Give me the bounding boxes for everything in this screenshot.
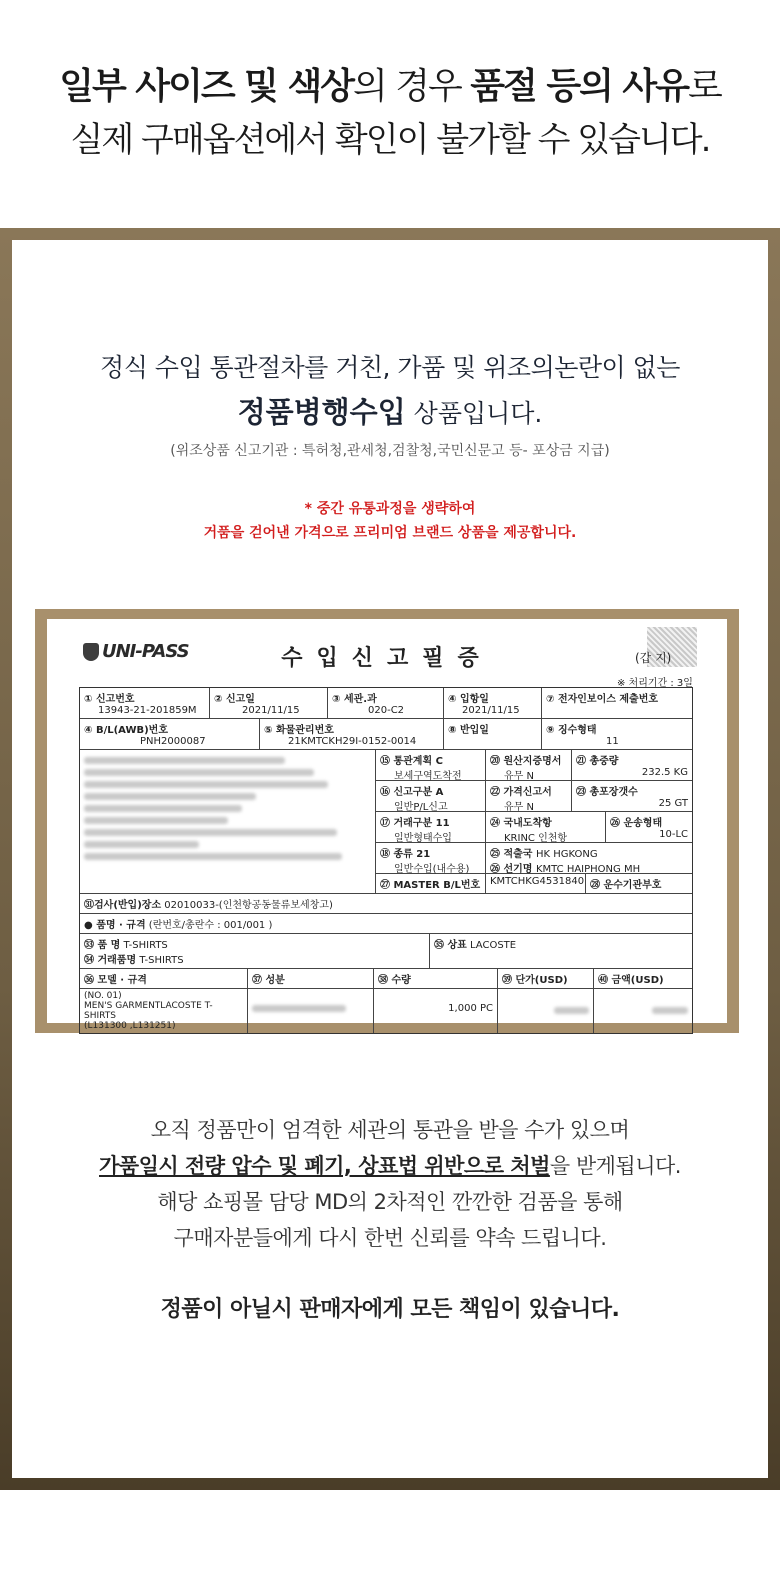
notice-line-2: 실제 구매옵션에서 확인이 불가할 수 있습니다.	[70, 120, 710, 160]
red-note-1: * 중간 유통과정을 생략하여	[304, 501, 476, 517]
table-row	[80, 688, 692, 719]
table-row: ⑯ 신고구분 A 일반P/L신고 ㉒ 가격신고서 유무 N ㉓ 총포장갯수 25 GT	[376, 781, 692, 812]
table-row: ⑱ 종류 21 일반수입(내수용) ㉕ 적출국 HK HGKONG ㉖ 선기명 KMTC HAIPHONG MH	[376, 843, 692, 874]
table-row: ⑮ 통관계획 C 보세구역도착전 ⑳ 원산지증명서 유무 N ㉑ 총중량 232.5 KG	[376, 750, 692, 781]
cell-customs: ③ 세관.과 020-C2	[328, 688, 444, 718]
penalty-text: 가품일시 전량 압수 및 폐기, 상표법 위반으로 처벌	[99, 1154, 550, 1178]
red-note-2: 거품을 걷어낸 가격으로 프리미엄 브랜드 상품을 제공합니다.	[203, 525, 577, 541]
cell-bl-number: ④ B/L(AWB)번호 PNH2000087	[80, 719, 260, 749]
genuine-line-2	[12, 390, 768, 431]
cell-declaration-date: ② 신고일 2021/11/15	[210, 688, 328, 718]
table-row: (NO. 01) MEN'S GARMENTLACOSTE T-SHIRTS (L131300 ,L131251) 1,000 PC	[80, 989, 692, 1033]
notice-bold-size-color: 일부 사이즈 및 색상	[59, 66, 354, 107]
genuine-bold: 정품병행수입	[237, 395, 406, 429]
body-line-2: 가품일시 전량 압수 및 폐기, 상표법 위반으로 처벌을 받게됩니다.	[99, 1154, 681, 1178]
top-notice	[0, 0, 780, 228]
certificate-table	[79, 687, 693, 1034]
cell-cargo-no: ⑤ 화물관리번호 21KMTCKH29I-0152-0014	[260, 719, 444, 749]
certificate-title: 수입신고필증	[281, 646, 493, 671]
import-certificate	[47, 619, 727, 1031]
authenticity-frame	[0, 228, 780, 1490]
genuine-line-1: 정식 수입 통관절차를 거친, 가품 및 위조의논란이 없는	[100, 353, 680, 382]
report-note: (위조상품 신고기관 : 특허청,관세청,검찰청,국민신문고 등- 포상금 지급)	[170, 443, 610, 459]
table-row	[80, 719, 692, 750]
table-row: ⑰ 거래구분 11 일반형태수입 ㉔ 국내도착항 KRINC 인천항 ㉖ 운송형태 10-LC	[376, 812, 692, 843]
logo-text: UNI-PASS	[102, 641, 189, 662]
notice-bold-soldout: 품절 등의 사유	[470, 66, 688, 107]
table-row: ㉝ 품 명 T-SHIRTS ㉞ 거래품명 T-SHIRTS ㉟ 상표 LACOSTE	[80, 934, 692, 969]
customs-details	[376, 750, 692, 893]
cell-collection-type: ⑨ 징수형태 11	[546, 725, 619, 747]
table-row	[80, 750, 692, 894]
notice-line-1	[0, 58, 780, 109]
body-line-4: 구매자분들에게 다시 한번 신뢰를 약속 드립니다.	[173, 1226, 607, 1250]
table-row: ㊱ 모델 · 규격 ㊲ 성분 ㊳ 수량 ㊴ 단가(USD) ㊵ 금액(USD)	[80, 969, 692, 989]
gap-label: (갑 지)	[635, 651, 672, 665]
processing-period: ※ 처리기간 : 3일	[617, 678, 693, 689]
body-line-3: 해당 쇼핑몰 담당 MD의 2차적인 깐깐한 검품을 통해	[157, 1190, 623, 1214]
certificate-frame	[35, 609, 739, 1033]
blurred-party-info	[80, 750, 376, 893]
body-line-1: 오직 정품만이 엄격한 세관의 통관을 받을 수가 있으며	[150, 1118, 630, 1142]
cell-entry-date: ⑧ 반입일	[444, 719, 542, 749]
notice-text-b: 로	[687, 66, 721, 107]
table-row: ● 품명 · 규격 (란번호/총란수 : 001/001 )	[80, 914, 692, 934]
table-row: ㉗ MASTER B/L번호 KMTCHKG4531840 ㉘ 운수기관부호	[376, 874, 692, 893]
body-line-5: 정품이 아닐시 판매자에게 모든 책임이 있습니다.	[160, 1297, 620, 1322]
cell-declaration-no: ① 신고번호 13943-21-201859M	[80, 688, 210, 718]
genuine-rest: 상품입니다.	[405, 399, 543, 428]
notice-text-a: 의 경우	[353, 66, 471, 107]
cell-e-invoice: ⑦ 전자인보이스 제출번호	[546, 694, 659, 705]
table-row: ㉛검사(반입)장소 02010033-(인천항공동물류보세창고)	[80, 894, 692, 914]
cell-arrival-date: ④ 입항일 2021/11/15	[444, 688, 542, 718]
authenticity-panel	[12, 240, 768, 1478]
